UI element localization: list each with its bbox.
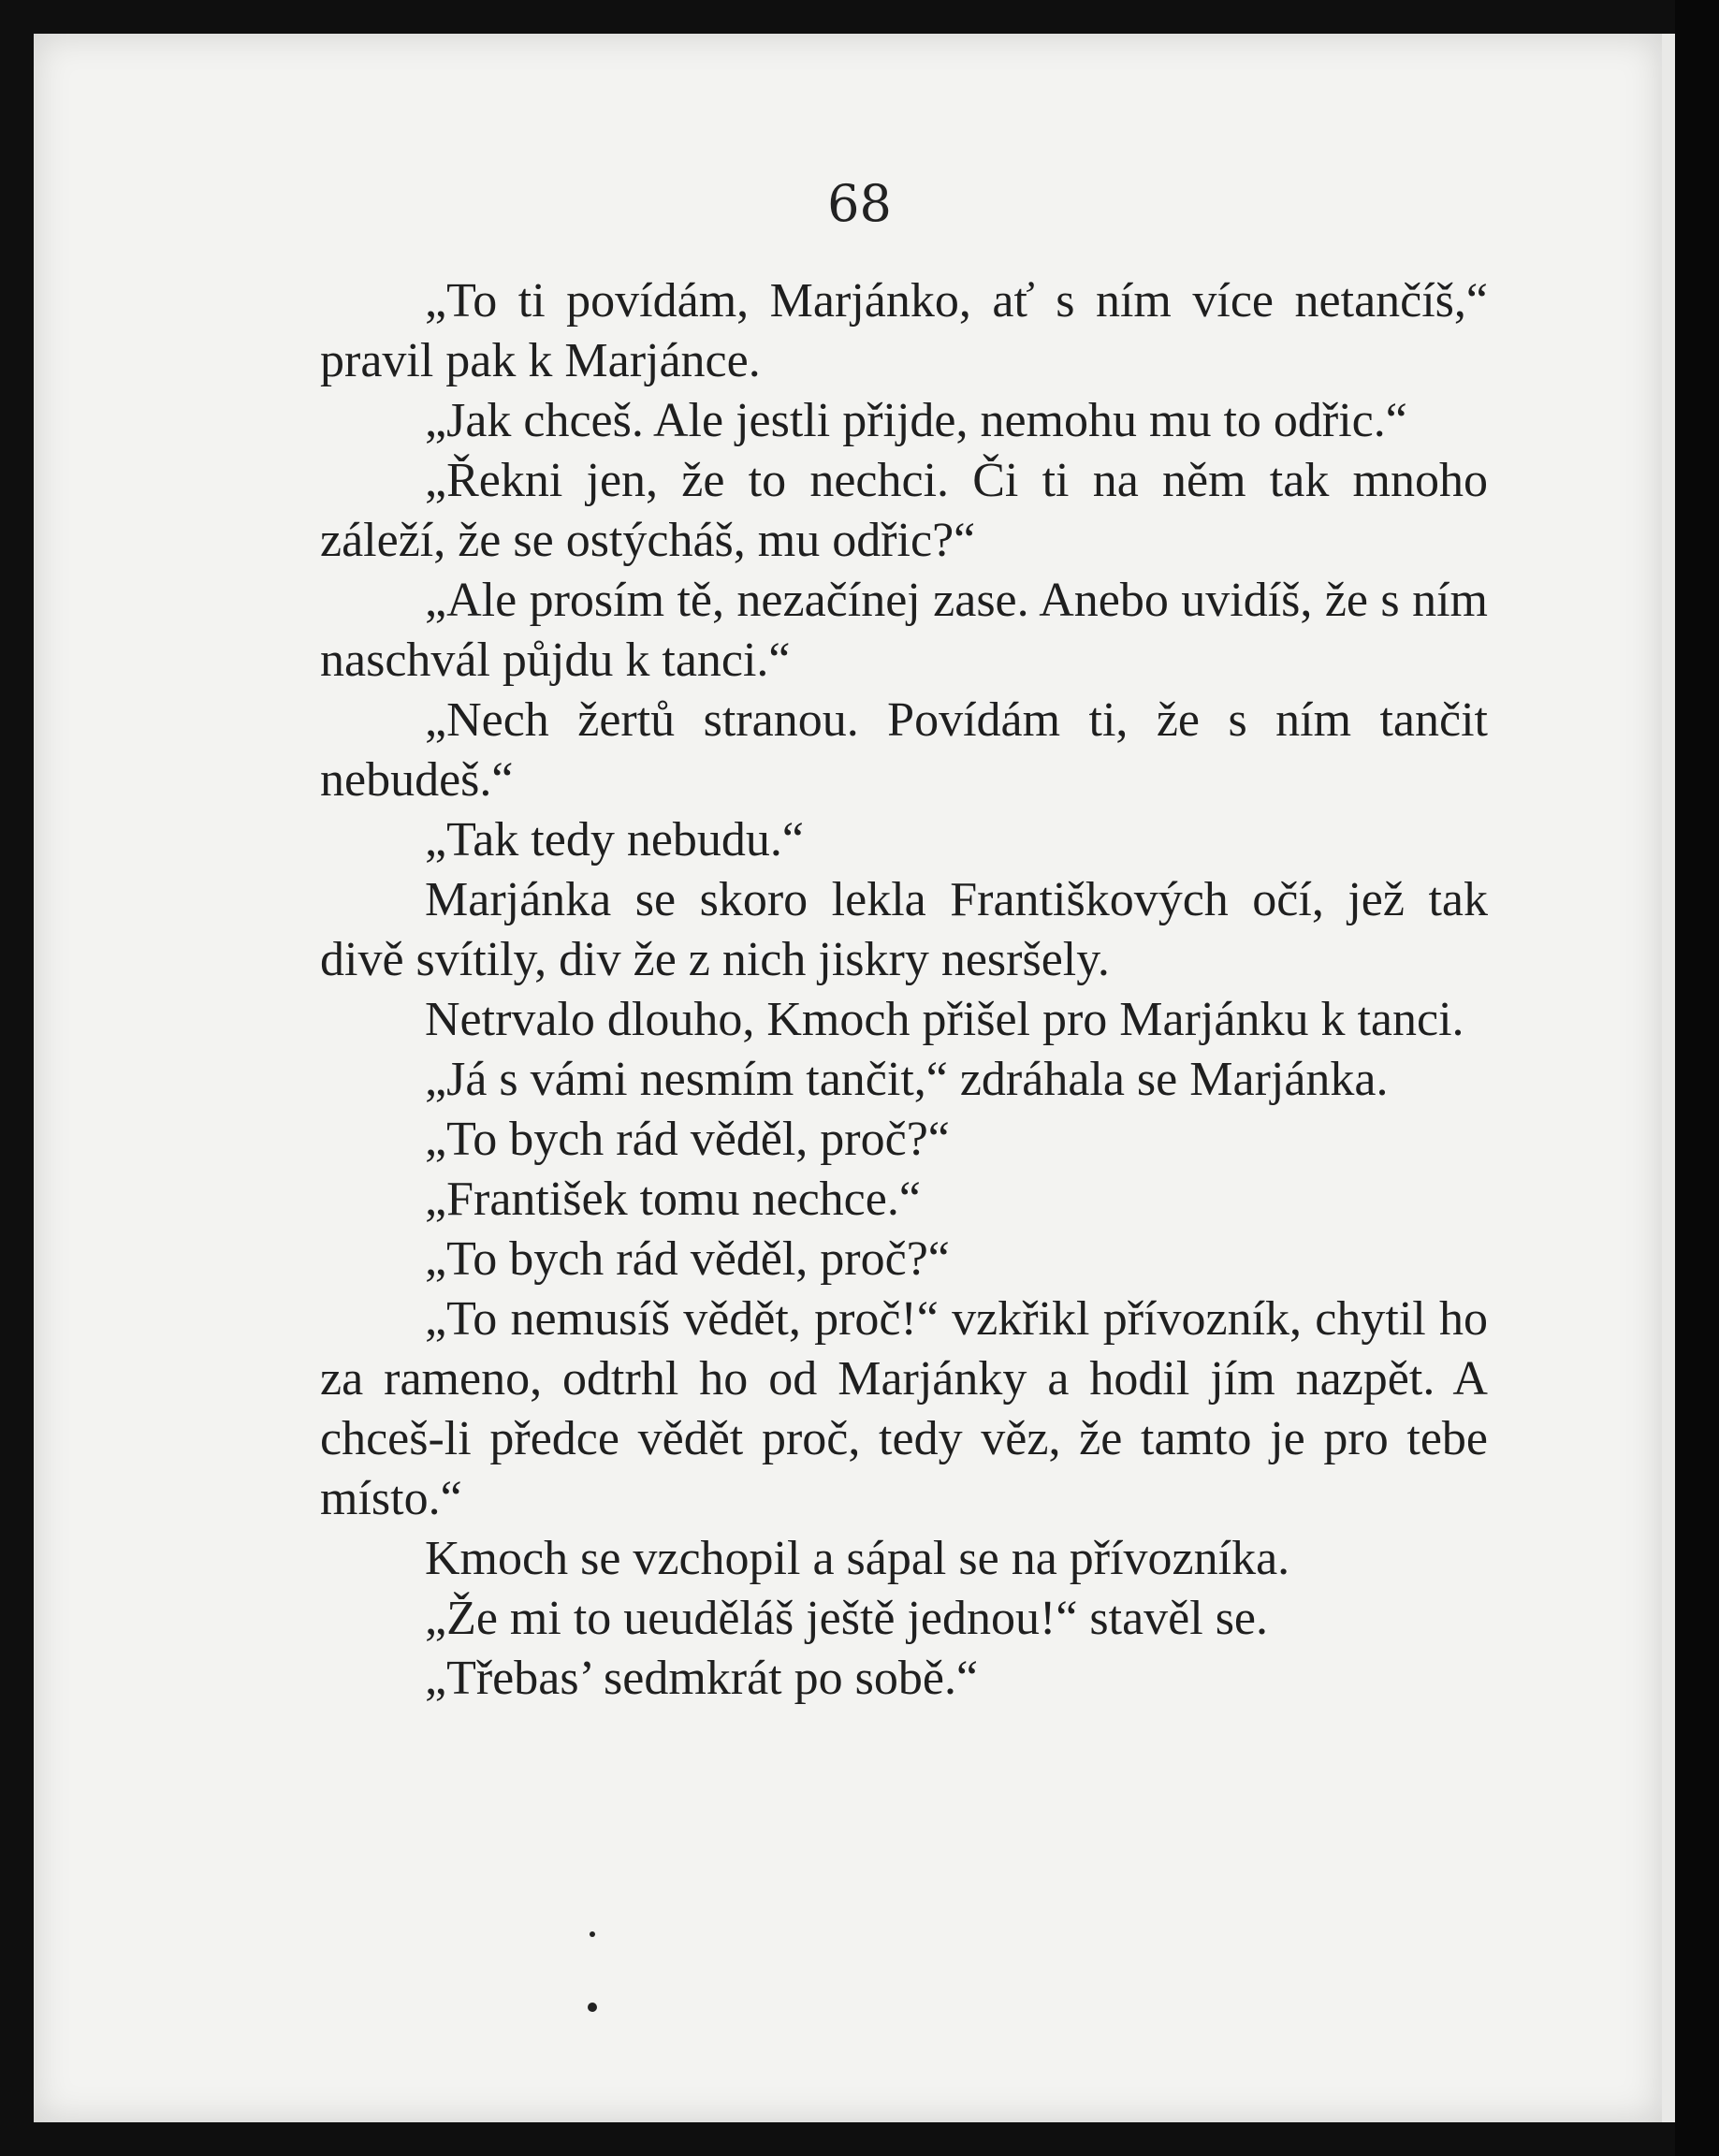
- paragraph: „Třebas’ sedmkrát po sobě.“: [425, 1652, 979, 1705]
- page-number: 68: [827, 174, 892, 233]
- paragraph: „To bych rád věděl, proč?“: [425, 1113, 950, 1166]
- paragraph: „Ale prosím tě, nezačínej zase. Anebo uvidíš, že s ním naschvál půjdu k tanci.“: [320, 574, 1488, 687]
- paragraph: „Řekni jen, že to nechci. Či ti na něm tak mnoho záleží, že se ostýcháš, mu odřic?“: [320, 454, 1488, 567]
- paragraph: „To ti povídám, Marjánko, ať s ním více netančíš,“ pravil pak k Marjánce.: [320, 274, 1488, 387]
- page-spine: [1662, 34, 1675, 2122]
- paragraph: „To nemusíš vědět, proč!“ vzkřikl přívozník, chytil ho za rameno, odtrhl ho od Marjánky a hodil jím nazpět. A chceš-li předce vědět proč, tedy věz, že tamto je pro tebe místo.“: [320, 1292, 1488, 1525]
- paragraph: „Nech žertů stranou. Povídám ti, že s ním tančit nebudeš.“: [320, 693, 1488, 807]
- paragraph: „Že mi to ueuděláš ještě jednou!“ stavěl se.: [425, 1592, 1269, 1645]
- ink-speck: [588, 2003, 597, 2012]
- paragraph: Kmoch se vzchopil a sápal se na přívozníka.: [425, 1532, 1290, 1585]
- paragraph: „Tak tedy nebudu.“: [425, 813, 804, 867]
- binding-edge: [1675, 0, 1719, 2156]
- paragraph: „František tomu nechce.“: [425, 1173, 921, 1226]
- body-text: [320, 271, 1488, 1709]
- paragraph: „Jak chceš. Ale jestli přijde, nemohu mu to odřic.“: [425, 394, 1407, 447]
- paragraph: „To bych rád věděl, proč?“: [425, 1232, 950, 1286]
- paragraph: Netrvalo dlouho, Kmoch přišel pro Marjánku k tanci.: [425, 993, 1464, 1046]
- ink-speck: [590, 1931, 595, 1937]
- paragraph: „Já s vámi nesmím tančit,“ zdráhala se Marjánka.: [425, 1053, 1389, 1106]
- paragraph: Marjánka se skoro lekla Františkových očí, jež tak divě svítily, div že z nich jiskry nesršely.: [320, 873, 1488, 986]
